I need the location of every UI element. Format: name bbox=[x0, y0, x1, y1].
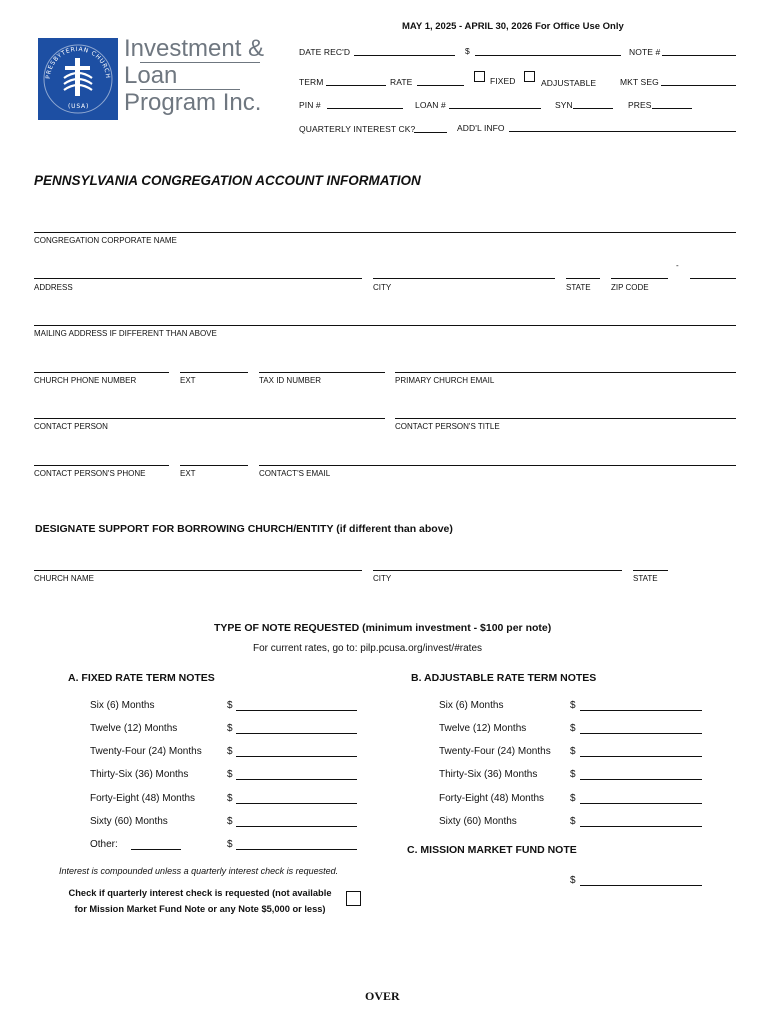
adjustable-label: ADJUSTABLE bbox=[541, 78, 597, 88]
designate-church-name-label: CHURCH NAME bbox=[34, 574, 94, 583]
quarterly-check-line1: Check if quarterly interest check is requested (not available bbox=[68, 888, 332, 898]
congregation-name-field[interactable] bbox=[34, 232, 736, 233]
tax-id-field[interactable] bbox=[259, 372, 385, 373]
city-field[interactable] bbox=[373, 278, 555, 279]
mailing-address-field[interactable] bbox=[34, 325, 736, 326]
pres-field[interactable] bbox=[652, 108, 692, 109]
adjustable-row-label: Six (6) Months bbox=[439, 700, 504, 711]
presbyterian-seal-logo bbox=[38, 38, 118, 120]
contact-phone-field[interactable] bbox=[34, 465, 169, 466]
church-ext-field[interactable] bbox=[180, 372, 248, 373]
adjustable-row-label: Sixty (60) Months bbox=[439, 816, 517, 827]
note-number-label: NOTE # bbox=[629, 47, 661, 57]
contact-ext-field[interactable] bbox=[180, 465, 248, 466]
mkt-seg-field[interactable] bbox=[661, 85, 736, 86]
term-label: TERM bbox=[299, 77, 324, 87]
quarterly-ck-field[interactable] bbox=[414, 132, 447, 133]
pin-field[interactable] bbox=[327, 108, 403, 109]
mission-amount-field[interactable] bbox=[580, 885, 702, 886]
compound-note: Interest is compounded unless a quarterly interest check is requested. bbox=[59, 866, 339, 876]
mailing-address-label: MAILING ADDRESS IF DIFFERENT THAN ABOVE bbox=[34, 329, 217, 338]
rate-field[interactable] bbox=[417, 85, 464, 86]
adjustable-row-label: Twelve (12) Months bbox=[439, 723, 527, 734]
fixed-dollar: $ bbox=[227, 746, 233, 757]
term-field[interactable] bbox=[326, 85, 386, 86]
church-phone-label: CHURCH PHONE NUMBER bbox=[34, 376, 137, 385]
fixed-dollar: $ bbox=[227, 839, 233, 850]
designate-city-field[interactable] bbox=[373, 570, 622, 571]
fixed-dollar: $ bbox=[227, 793, 233, 804]
page-title: PENNSYLVANIA CONGREGATION ACCOUNT INFORMATION bbox=[34, 173, 421, 188]
adjustable-checkbox[interactable] bbox=[524, 71, 535, 82]
zip-label: ZIP CODE bbox=[611, 283, 649, 292]
fixed-amount-field-24[interactable] bbox=[236, 756, 357, 757]
note-number-field[interactable] bbox=[662, 55, 736, 56]
loan-field[interactable] bbox=[449, 108, 541, 109]
fixed-row-label: Thirty-Six (36) Months bbox=[90, 769, 189, 780]
contact-email-label: CONTACT'S EMAIL bbox=[259, 469, 331, 478]
adjustable-dollar: $ bbox=[570, 723, 576, 734]
date-recd-label: DATE REC'D bbox=[299, 47, 351, 57]
adjustable-amount-field-60[interactable] bbox=[580, 826, 702, 827]
contact-person-field[interactable] bbox=[34, 418, 385, 419]
tax-id-label: TAX ID NUMBER bbox=[259, 376, 322, 385]
fixed-row-label: Forty-Eight (48) Months bbox=[90, 793, 196, 804]
contact-ext-label: EXT bbox=[180, 469, 196, 478]
state-label: STATE bbox=[566, 283, 591, 292]
mkt-seg-label: MKT SEG bbox=[620, 77, 659, 87]
designate-heading: DESIGNATE SUPPORT FOR BORROWING CHURCH/ENTITY (if different than above) bbox=[35, 523, 453, 535]
address-label: ADDRESS bbox=[34, 283, 73, 292]
fixed-notes-heading: A. FIXED RATE TERM NOTES bbox=[68, 672, 215, 684]
addl-info-label: ADD'L INFO bbox=[457, 123, 505, 133]
syn-label: SYN bbox=[555, 100, 573, 110]
adjustable-dollar: $ bbox=[570, 793, 576, 804]
adjustable-dollar: $ bbox=[570, 700, 576, 711]
over-footer: OVER bbox=[365, 989, 400, 1003]
logo-line-loan: Loan bbox=[124, 62, 178, 89]
contact-person-label: CONTACT PERSON bbox=[34, 422, 108, 431]
fixed-row-label: Sixty (60) Months bbox=[90, 816, 168, 827]
fixed-amount-field-12[interactable] bbox=[236, 733, 357, 734]
fixed-checkbox[interactable] bbox=[474, 71, 485, 82]
fixed-label: FIXED bbox=[490, 76, 516, 86]
contact-email-field[interactable] bbox=[259, 465, 736, 466]
office-amount-field[interactable] bbox=[475, 55, 621, 56]
note-type-heading: TYPE OF NOTE REQUESTED (minimum investment - $100 per note) bbox=[214, 622, 552, 634]
fixed-row-label: Twelve (12) Months bbox=[90, 723, 178, 734]
contact-title-field[interactable] bbox=[395, 418, 736, 419]
loan-label: LOAN # bbox=[415, 100, 446, 110]
adjustable-amount-field-6[interactable] bbox=[580, 710, 702, 711]
fixed-amount-field-6[interactable] bbox=[236, 710, 357, 711]
fixed-other-term-field[interactable] bbox=[131, 849, 181, 850]
adjustable-row-label: Forty-Eight (48) Months bbox=[439, 793, 545, 804]
designate-city-label: CITY bbox=[373, 574, 392, 583]
adjustable-dollar: $ bbox=[570, 746, 576, 757]
syn-field[interactable] bbox=[573, 108, 613, 109]
adjustable-row-label: Twenty-Four (24) Months bbox=[439, 746, 551, 757]
quarterly-check-text bbox=[60, 885, 340, 917]
state-field[interactable] bbox=[566, 278, 600, 279]
svg-text:(USA): (USA) bbox=[68, 103, 90, 110]
adjustable-amount-field-12[interactable] bbox=[580, 733, 702, 734]
zip-plus4-field[interactable] bbox=[690, 278, 736, 279]
adjustable-dollar: $ bbox=[570, 816, 576, 827]
adjustable-amount-field-36[interactable] bbox=[580, 779, 702, 780]
fixed-other-label: Other: bbox=[90, 839, 118, 850]
adjustable-amount-field-24[interactable] bbox=[580, 756, 702, 757]
fixed-dollar: $ bbox=[227, 723, 233, 734]
primary-email-label: PRIMARY CHURCH EMAIL bbox=[395, 376, 495, 385]
fixed-row-label: Twenty-Four (24) Months bbox=[90, 746, 202, 757]
quarterly-check-line2: for Mission Market Fund Note or any Note $5,000 or less) bbox=[74, 904, 326, 914]
logo-line-investment: Investment & bbox=[124, 35, 265, 62]
svg-text:PRESBYTERIAN CHURCH: PRESBYTERIAN CHURCH bbox=[44, 45, 112, 80]
logo-line-program: Program Inc. bbox=[124, 89, 262, 116]
church-ext-label: EXT bbox=[180, 376, 196, 385]
office-dollar-label: $ bbox=[465, 46, 470, 56]
contact-title-label: CONTACT PERSON'S TITLE bbox=[395, 422, 500, 431]
designate-church-name-field[interactable] bbox=[34, 570, 362, 571]
fixed-amount-field-36[interactable] bbox=[236, 779, 357, 780]
designate-state-field[interactable] bbox=[633, 570, 668, 571]
fixed-amount-field-60[interactable] bbox=[236, 826, 357, 827]
addl-info-field[interactable] bbox=[509, 131, 736, 132]
fixed-amount-field-48[interactable] bbox=[236, 803, 357, 804]
contact-phone-label: CONTACT PERSON'S PHONE bbox=[34, 469, 146, 478]
fixed-dollar: $ bbox=[227, 700, 233, 711]
quarterly-ck-label: QUARTERLY INTEREST CK? bbox=[299, 124, 416, 134]
congregation-name-label: CONGREGATION CORPORATE NAME bbox=[34, 236, 177, 245]
primary-email-field[interactable] bbox=[395, 372, 736, 373]
zip-dash: - bbox=[676, 261, 679, 270]
adjustable-amount-field-48[interactable] bbox=[580, 803, 702, 804]
date-recd-field[interactable] bbox=[354, 55, 455, 56]
mission-note-heading: C. MISSION MARKET FUND NOTE bbox=[407, 844, 577, 856]
quarterly-check-checkbox[interactable] bbox=[346, 891, 361, 906]
logo-wordmark bbox=[124, 36, 264, 116]
adjustable-row-label: Thirty-Six (36) Months bbox=[439, 769, 538, 780]
fixed-row-label: Six (6) Months bbox=[90, 700, 155, 711]
fixed-dollar: $ bbox=[227, 769, 233, 780]
zip-field[interactable] bbox=[611, 278, 668, 279]
rate-label: RATE bbox=[390, 77, 413, 87]
address-field[interactable] bbox=[34, 278, 362, 279]
fixed-other-amount-field[interactable] bbox=[236, 849, 357, 850]
adjustable-dollar: $ bbox=[570, 769, 576, 780]
fixed-dollar: $ bbox=[227, 816, 233, 827]
designate-state-label: STATE bbox=[633, 574, 658, 583]
church-phone-field[interactable] bbox=[34, 372, 169, 373]
rates-link-text[interactable]: For current rates, go to: pilp.pcusa.org/invest/#rates bbox=[253, 643, 482, 654]
mission-dollar: $ bbox=[570, 875, 576, 886]
pin-label: PIN # bbox=[299, 100, 321, 110]
pres-label: PRES bbox=[628, 100, 652, 110]
adjustable-notes-heading: B. ADJUSTABLE RATE TERM NOTES bbox=[411, 672, 597, 684]
city-label: CITY bbox=[373, 283, 392, 292]
office-use-header: MAY 1, 2025 - APRIL 30, 2026 For Office Use Only bbox=[402, 21, 624, 32]
